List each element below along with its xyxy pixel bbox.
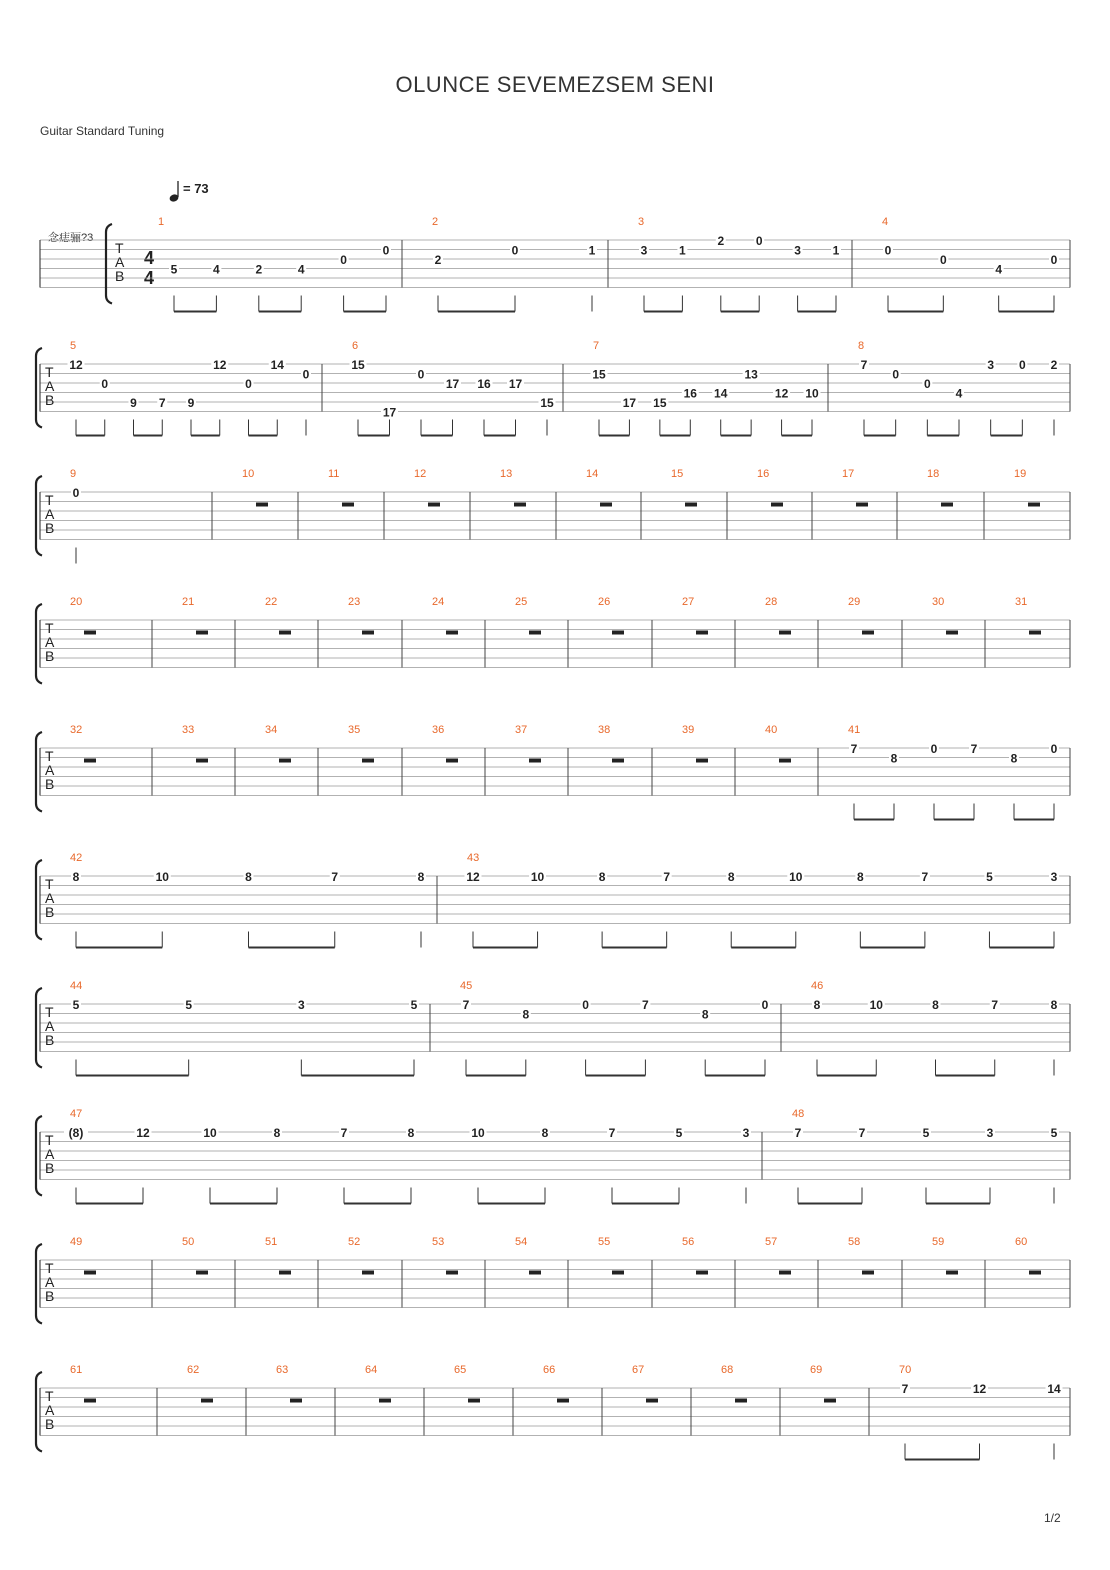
- whole-rest: [84, 1271, 96, 1275]
- fret-number: 0: [101, 377, 109, 391]
- whole-rest: [696, 759, 708, 763]
- fret-number: 10: [471, 1126, 485, 1140]
- measure-number: 9: [70, 468, 77, 480]
- fret-number: 5: [922, 1126, 930, 1140]
- whole-rest: [941, 503, 953, 507]
- whole-rest: [362, 759, 374, 763]
- tab-system: [36, 468, 1070, 564]
- fret-number: 8: [273, 1126, 281, 1140]
- whole-rest: [362, 631, 374, 635]
- tab-system: [36, 852, 1070, 948]
- measure-number: 60: [1015, 1236, 1028, 1248]
- measure-number: 31: [1015, 596, 1028, 608]
- whole-rest: [201, 1399, 213, 1403]
- tab-letter: B: [45, 904, 55, 920]
- fret-number: 7: [794, 1126, 802, 1140]
- fret-number: 10: [869, 998, 883, 1012]
- measure-number: 10: [242, 468, 255, 480]
- tab-letter: B: [45, 392, 55, 408]
- tab-letter: T: [45, 492, 54, 508]
- tab-letter: T: [45, 1260, 54, 1276]
- whole-rest: [279, 759, 291, 763]
- fret-number: 5: [170, 262, 178, 277]
- fret-number: 12: [136, 1126, 150, 1140]
- fret-number: 8: [541, 1126, 549, 1140]
- fret-number: 17: [445, 377, 460, 391]
- whole-rest: [612, 631, 624, 635]
- fret-number: 7: [921, 870, 929, 884]
- tab-system: [36, 980, 1070, 1076]
- tab-letter: B: [45, 1416, 55, 1432]
- measure-number: 47: [70, 1108, 83, 1120]
- whole-rest: [84, 631, 96, 635]
- measure-number: 32: [70, 724, 83, 736]
- fret-number: 8: [598, 870, 606, 884]
- measure-number: 63: [276, 1364, 289, 1376]
- whole-rest: [685, 503, 697, 507]
- whole-rest: [600, 503, 612, 507]
- system-bracket: [36, 476, 42, 556]
- measure-number: 13: [500, 468, 513, 480]
- fret-number: 0: [923, 377, 931, 391]
- measure-number: 42: [70, 852, 83, 864]
- measure-number: 37: [515, 724, 528, 736]
- whole-rest: [862, 631, 874, 635]
- whole-rest: [1028, 503, 1040, 507]
- tab-system: [36, 724, 1070, 820]
- whole-rest: [696, 1271, 708, 1275]
- fret-number: 2: [255, 262, 263, 277]
- fret-number: 0: [582, 998, 589, 1012]
- whole-rest: [84, 1399, 96, 1403]
- measure-number: 25: [515, 596, 528, 608]
- time-sig-bottom: 4: [144, 268, 155, 288]
- whole-rest: [196, 759, 208, 763]
- measure-number: 30: [932, 596, 945, 608]
- tempo-marking: [169, 181, 209, 203]
- measure-number: 43: [467, 852, 480, 864]
- measure-number: 57: [765, 1236, 778, 1248]
- whole-rest: [84, 759, 96, 763]
- measure-number: 59: [932, 1236, 945, 1248]
- fret-number: 0: [72, 486, 80, 500]
- fret-number: 15: [540, 396, 554, 410]
- fret-number: 5: [1050, 1126, 1058, 1140]
- fret-number: 16: [683, 386, 697, 401]
- tab-letter: A: [45, 634, 55, 650]
- tab-letter: B: [45, 1160, 55, 1176]
- whole-rest: [779, 631, 791, 635]
- whole-rest: [646, 1399, 658, 1403]
- measure-number: 49: [70, 1236, 83, 1248]
- whole-rest: [612, 759, 624, 763]
- tab-letter: A: [45, 1402, 55, 1418]
- measure-number: 28: [765, 596, 778, 608]
- fret-number: 7: [642, 998, 649, 1012]
- system-bracket: [36, 860, 42, 940]
- system-bracket: [36, 348, 42, 428]
- fret-number: 14: [270, 358, 284, 372]
- fret-number: 17: [382, 405, 397, 420]
- measure-number: 48: [792, 1108, 805, 1120]
- tab-letter: B: [45, 1032, 55, 1048]
- measure-number: 51: [265, 1236, 278, 1248]
- whole-rest: [279, 631, 291, 635]
- measure-number: 19: [1014, 468, 1027, 480]
- measure-number: 66: [543, 1364, 556, 1376]
- fret-number: 7: [970, 742, 978, 756]
- fret-number: 15: [351, 358, 365, 372]
- fret-number: 10: [805, 386, 819, 401]
- fret-number: 4: [213, 262, 220, 277]
- fret-number: 3: [794, 243, 801, 258]
- measure-number: 58: [848, 1236, 861, 1248]
- tab-letter: A: [45, 378, 55, 394]
- fret-number: 15: [592, 367, 606, 382]
- measure-number: 46: [811, 980, 824, 992]
- measure-number: 1: [158, 216, 165, 228]
- fret-number: 4: [955, 386, 963, 401]
- fret-number: 12: [69, 358, 83, 372]
- fret-number: (8): [68, 1126, 84, 1140]
- tab-letter: T: [45, 876, 54, 892]
- measure-number: 17: [842, 468, 855, 480]
- whole-rest: [856, 503, 868, 507]
- whole-rest: [362, 1271, 374, 1275]
- fret-number: 0: [761, 998, 769, 1012]
- fret-number: 9: [187, 396, 195, 410]
- whole-rest: [446, 631, 458, 635]
- fret-number: 12: [972, 1382, 987, 1396]
- measure-number: 65: [454, 1364, 467, 1376]
- fret-number: 0: [930, 742, 938, 756]
- fret-number: 17: [622, 396, 637, 410]
- system-bracket: [36, 732, 42, 812]
- measure-number: 18: [927, 468, 940, 480]
- tab-letter: T: [45, 364, 54, 380]
- fret-number: 8: [522, 1007, 530, 1022]
- whole-rest: [1029, 1271, 1041, 1275]
- measure-number: 27: [682, 596, 695, 608]
- tab-letter: B: [45, 648, 55, 664]
- measure-number: 15: [671, 468, 684, 480]
- fret-number: 7: [663, 870, 671, 884]
- measure-number: 21: [182, 596, 195, 608]
- fret-number: 12: [466, 870, 480, 884]
- measure-number: 11: [328, 468, 340, 480]
- measure-number: 23: [348, 596, 361, 608]
- tab-letter: A: [45, 506, 55, 522]
- whole-rest: [446, 1271, 458, 1275]
- tab-letter: A: [115, 254, 125, 270]
- tab-letter: B: [45, 1288, 55, 1304]
- measure-number: 41: [848, 724, 861, 736]
- fret-number: 10: [789, 870, 803, 884]
- fret-number: 3: [640, 243, 648, 258]
- tab-letter: B: [45, 520, 55, 536]
- fret-number: 10: [155, 870, 169, 884]
- fret-number: 8: [890, 751, 898, 766]
- whole-rest: [196, 631, 208, 635]
- fret-number: 0: [892, 367, 900, 382]
- measure-number: 5: [70, 340, 77, 352]
- measure-number: 54: [515, 1236, 528, 1248]
- measure-number: 68: [721, 1364, 734, 1376]
- measure-number: 7: [593, 340, 600, 352]
- fret-number: 0: [245, 377, 252, 391]
- tab-letter: B: [45, 776, 55, 792]
- fret-number: 8: [245, 870, 252, 884]
- fret-number: 3: [1050, 870, 1058, 884]
- fret-number: 0: [382, 243, 390, 258]
- fret-number: 5: [185, 998, 193, 1012]
- measure-number: 64: [365, 1364, 378, 1376]
- system-bracket: [36, 1244, 42, 1324]
- fret-number: 5: [410, 998, 418, 1012]
- measure-number: 67: [632, 1364, 645, 1376]
- measure-number: 53: [432, 1236, 445, 1248]
- measure-number: 12: [414, 468, 427, 480]
- system-bracket: [36, 988, 42, 1068]
- tab-letter: A: [45, 762, 55, 778]
- system-bracket: [106, 224, 112, 304]
- whole-rest: [779, 1271, 791, 1275]
- whole-rest: [290, 1399, 302, 1403]
- measure-number: 61: [70, 1364, 83, 1376]
- fret-number: 7: [860, 358, 868, 372]
- measure-number: 16: [757, 468, 770, 480]
- measure-number: 62: [187, 1364, 200, 1376]
- whole-rest: [196, 1271, 208, 1275]
- fret-number: 0: [511, 243, 519, 258]
- measure-number: 26: [598, 596, 611, 608]
- fret-number: 3: [742, 1126, 750, 1140]
- fret-number: 0: [755, 234, 763, 248]
- whole-rest: [514, 503, 526, 507]
- measure-number: 34: [265, 724, 278, 736]
- measure-number: 70: [899, 1364, 912, 1376]
- song-title: OLUNCE SEVEMEZSEM SENI: [395, 72, 715, 97]
- fret-number: 7: [608, 1126, 616, 1140]
- fret-number: 0: [302, 367, 310, 382]
- measure-number: 6: [352, 340, 359, 352]
- system-bracket: [36, 604, 42, 684]
- tab-letter: A: [45, 890, 55, 906]
- tab-letter: A: [45, 1018, 55, 1034]
- fret-number: 8: [701, 1007, 709, 1022]
- tab-letter: T: [115, 240, 124, 256]
- fret-number: 8: [407, 1126, 415, 1140]
- fret-number: 5: [72, 998, 80, 1012]
- fret-number: 0: [417, 367, 425, 382]
- measure-number: 8: [858, 340, 865, 352]
- measure-number: 14: [586, 468, 599, 480]
- fret-number: 3: [987, 358, 995, 372]
- whole-rest: [342, 503, 354, 507]
- fret-number: 8: [727, 870, 735, 884]
- measure-number: 33: [182, 724, 195, 736]
- measure-number: 55: [598, 1236, 611, 1248]
- measure-number: 2: [432, 216, 439, 228]
- whole-rest: [946, 1271, 958, 1275]
- fret-number: 10: [203, 1126, 217, 1140]
- tempo-label: = 73: [183, 181, 209, 196]
- fret-number: 7: [850, 742, 858, 756]
- whole-rest: [428, 503, 440, 507]
- fret-number: 4: [297, 262, 305, 277]
- fret-number: 7: [331, 870, 339, 884]
- whole-rest: [1029, 631, 1041, 635]
- whole-rest: [446, 759, 458, 763]
- whole-rest: [696, 631, 708, 635]
- whole-rest: [824, 1399, 836, 1403]
- fret-number: 0: [340, 253, 347, 267]
- fret-number: 2: [434, 253, 442, 267]
- whole-rest: [612, 1271, 624, 1275]
- fret-number: 8: [856, 870, 864, 884]
- tab-system: [36, 1364, 1070, 1460]
- tab-system: [36, 1108, 1070, 1204]
- whole-rest: [529, 759, 541, 763]
- measure-number: 22: [265, 596, 278, 608]
- fret-number: 7: [158, 396, 166, 410]
- measure-number: 44: [70, 980, 83, 992]
- system-bracket: [36, 1372, 42, 1452]
- whole-rest: [779, 759, 791, 763]
- fret-number: 3: [986, 1126, 994, 1140]
- fret-number: 8: [72, 870, 80, 884]
- fret-number: 7: [462, 998, 470, 1012]
- fret-number: 3: [297, 998, 305, 1012]
- fret-number: 14: [714, 386, 728, 401]
- fret-number: 17: [508, 377, 523, 391]
- fret-number: 5: [675, 1126, 683, 1140]
- tab-letter: T: [45, 1004, 54, 1020]
- whole-rest: [279, 1271, 291, 1275]
- measure-number: 38: [598, 724, 611, 736]
- fret-number: 0: [1050, 253, 1058, 267]
- tab-letter: A: [45, 1274, 55, 1290]
- fret-number: 8: [813, 998, 821, 1012]
- measure-number: 40: [765, 724, 778, 736]
- measure-number: 3: [638, 216, 645, 228]
- fret-number: 7: [340, 1126, 348, 1140]
- measure-number: 39: [682, 724, 695, 736]
- fret-number: 7: [901, 1382, 909, 1396]
- measure-number: 35: [348, 724, 361, 736]
- tab-letter: T: [45, 1132, 54, 1148]
- measure-number: 29: [848, 596, 861, 608]
- fret-number: 1: [588, 243, 596, 258]
- fret-number: 15: [653, 396, 667, 410]
- fret-number: 8: [1010, 751, 1018, 766]
- whole-rest: [256, 503, 268, 507]
- time-sig-top: 4: [144, 248, 155, 268]
- tab-letter: T: [45, 748, 54, 764]
- fret-number: 2: [1050, 358, 1058, 372]
- fret-number: 12: [213, 358, 227, 372]
- fret-number: 12: [774, 386, 789, 401]
- tuning-label: Guitar Standard Tuning: [40, 124, 165, 138]
- fret-number: 1: [832, 243, 840, 258]
- whole-rest: [557, 1399, 569, 1403]
- whole-rest: [862, 1271, 874, 1275]
- fret-number: 8: [1050, 998, 1058, 1012]
- fret-number: 4: [995, 262, 1003, 277]
- tab-letter: A: [45, 1146, 55, 1162]
- whole-rest: [468, 1399, 480, 1403]
- measure-number: 52: [348, 1236, 361, 1248]
- measure-number: 4: [882, 216, 889, 228]
- fret-number: 7: [991, 998, 999, 1012]
- measure-number: 24: [432, 596, 445, 608]
- measure-number: 20: [70, 596, 83, 608]
- fret-number: 10: [530, 870, 545, 884]
- fret-number: 16: [477, 377, 491, 391]
- tab-letter: B: [115, 268, 125, 284]
- fret-number: 8: [932, 998, 939, 1012]
- fret-number: 0: [1018, 358, 1026, 372]
- fret-number: 5: [986, 870, 993, 884]
- fret-number: 9: [130, 396, 137, 410]
- tab-system: [36, 340, 1070, 436]
- tab-system: [36, 596, 1070, 684]
- page-number: 1/2: [1044, 1511, 1061, 1525]
- system-bracket: [36, 1116, 42, 1196]
- fret-number: 0: [939, 253, 947, 267]
- track-label: 念痣骊?3: [48, 232, 94, 244]
- tab-system: [40, 216, 1070, 312]
- tab-system: [36, 1236, 1070, 1324]
- fret-number: 14: [1047, 1382, 1061, 1396]
- measure-number: 45: [460, 980, 473, 992]
- measure-number: 36: [432, 724, 445, 736]
- measure-number: 69: [810, 1364, 823, 1376]
- fret-number: 8: [417, 870, 425, 884]
- measure-number: 50: [182, 1236, 195, 1248]
- measure-number: 56: [682, 1236, 695, 1248]
- whole-rest: [529, 1271, 541, 1275]
- fret-number: 13: [744, 367, 758, 382]
- whole-rest: [771, 503, 783, 507]
- whole-rest: [735, 1399, 747, 1403]
- fret-number: 2: [717, 234, 725, 248]
- fret-number: 0: [1050, 742, 1058, 756]
- whole-rest: [946, 631, 958, 635]
- tab-letter: T: [45, 620, 54, 636]
- fret-number: 1: [679, 243, 686, 258]
- whole-rest: [379, 1399, 391, 1403]
- whole-rest: [529, 631, 541, 635]
- fret-number: 0: [884, 243, 892, 258]
- tab-letter: T: [45, 1388, 54, 1404]
- fret-number: 7: [858, 1126, 866, 1140]
